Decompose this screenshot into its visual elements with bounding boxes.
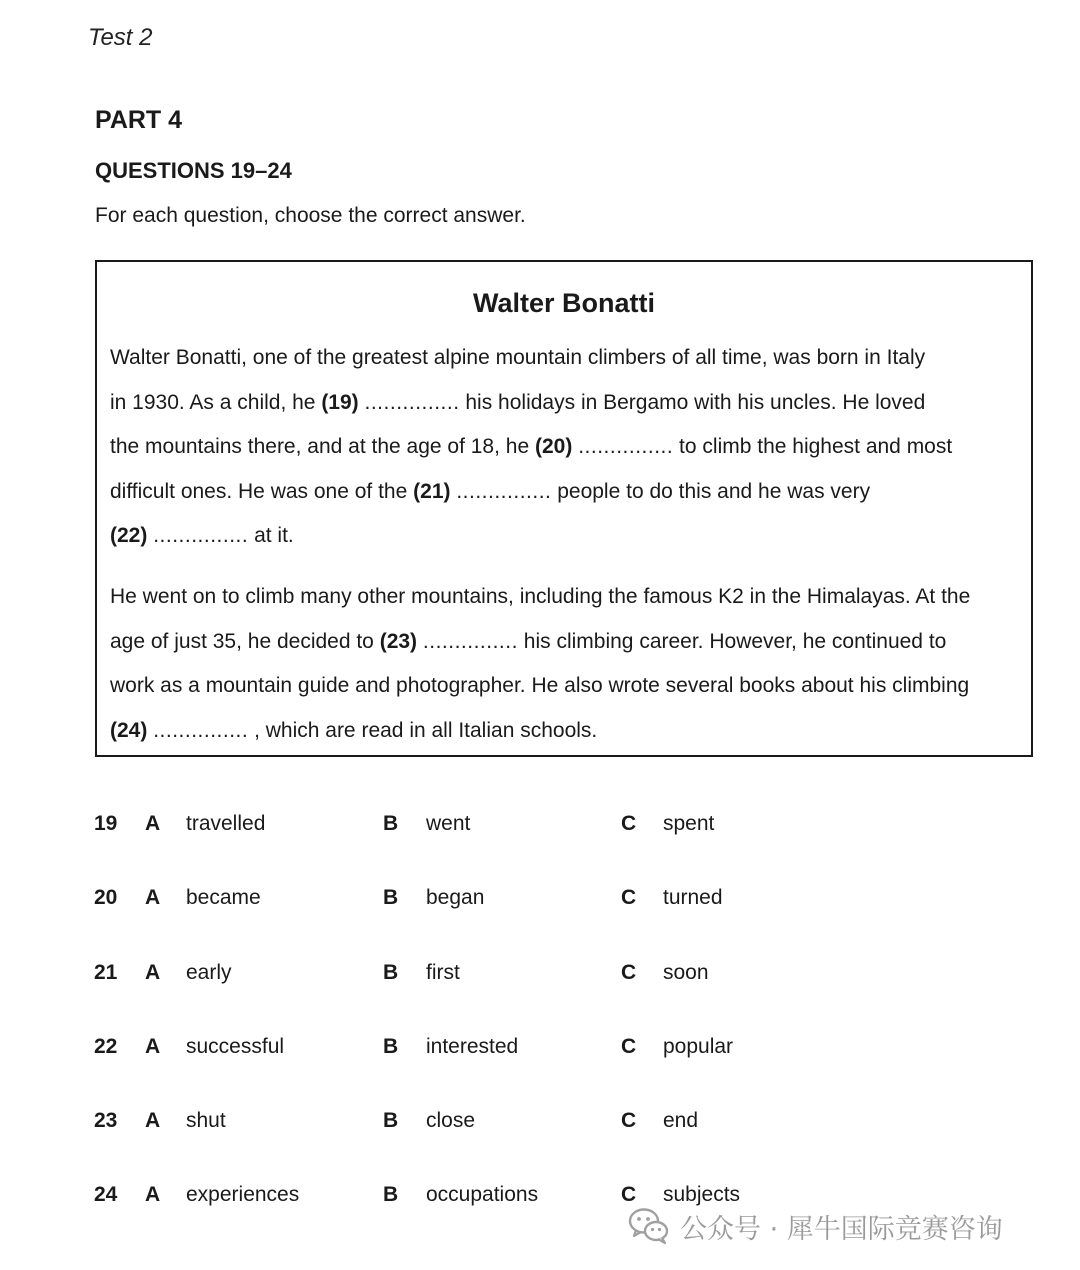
passage-line: [110, 709, 1021, 754]
passage-line: [110, 425, 1021, 470]
text: the mountains there, and at the age of 18, he: [110, 435, 535, 458]
watermark-text: 公众号 · 犀牛国际竞赛咨询: [680, 1213, 1003, 1245]
option-b[interactable]: interested: [426, 1034, 519, 1058]
option-letter-b: B: [383, 886, 399, 910]
option-letter-b: B: [383, 812, 399, 835]
question-number: 21: [94, 960, 118, 984]
text: work as a mountain guide and photographer. He also wrote several books about his climbing: [110, 674, 970, 697]
text: his climbing career. However, he continued to: [517, 629, 947, 653]
passage-line: [110, 336, 1021, 381]
option-a[interactable]: early: [186, 960, 232, 984]
gap-dots: ...............: [364, 390, 460, 414]
option-letter-c: C: [621, 1109, 637, 1133]
passage-line: [110, 381, 1021, 426]
option-b[interactable]: first: [426, 960, 460, 984]
text: to climb the highest and most: [673, 435, 953, 458]
passage-line: [110, 514, 1021, 559]
option-b[interactable]: began: [426, 886, 485, 910]
text: Walter Bonatti, one of the greatest alpine mountain climbers of all time, was born in Italy: [110, 346, 926, 369]
gap-number-19: (19): [321, 390, 359, 414]
option-a[interactable]: travelled: [186, 812, 266, 835]
text: difficult ones. He was one of the: [110, 479, 414, 503]
passage-title: Walter Bonatti: [473, 288, 655, 318]
option-c[interactable]: subjects: [663, 1183, 741, 1207]
option-c[interactable]: popular: [663, 1034, 734, 1058]
questions-title: QUESTIONS 19–24: [95, 158, 292, 183]
option-letter-c: C: [621, 1034, 637, 1058]
gap-dots: ...............: [153, 718, 249, 742]
question-row-20: [94, 880, 894, 954]
question-number: 22: [94, 1034, 118, 1058]
passage-line: [110, 620, 1021, 665]
instruction: For each question, choose the correct answer.: [95, 204, 526, 227]
gap-dots: ...............: [422, 629, 518, 653]
option-b[interactable]: close: [426, 1109, 476, 1133]
answer-options: [94, 806, 894, 1252]
option-a[interactable]: shut: [186, 1109, 226, 1133]
question-row-21: [94, 955, 894, 1029]
passage-box: [95, 260, 1033, 757]
option-c[interactable]: end: [663, 1109, 699, 1133]
option-letter-a: A: [145, 1109, 161, 1133]
option-b[interactable]: occupations: [426, 1183, 539, 1207]
gap-number-24: (24): [110, 718, 148, 742]
text: his holidays in Bergamo with his uncles. He loved: [459, 390, 926, 414]
question-row-23: [94, 1103, 894, 1177]
option-letter-a: A: [145, 812, 161, 835]
test-label: Test 2: [88, 24, 153, 51]
gap-dots: ...............: [456, 479, 552, 503]
text: in 1930. As a child, he: [110, 390, 322, 414]
passage-line: [110, 664, 1021, 709]
option-letter-a: A: [145, 960, 161, 984]
option-letter-c: C: [621, 1183, 637, 1207]
text: age of just 35, he decided to: [110, 629, 380, 653]
question-number: 23: [94, 1109, 118, 1133]
text: people to do this and he was very: [551, 479, 871, 503]
question-number: 24: [94, 1183, 118, 1207]
gap-dots: ...............: [153, 524, 249, 547]
question-row-19: [94, 806, 894, 880]
text: He went on to climb many other mountains, including the famous K2 in the Himalayas. At the: [110, 585, 971, 608]
question-number: 19: [94, 812, 118, 835]
option-c[interactable]: spent: [663, 812, 715, 835]
option-letter-b: B: [383, 1183, 399, 1207]
option-letter-b: B: [383, 1034, 399, 1058]
gap-number-22: (22): [110, 524, 148, 547]
option-c[interactable]: soon: [663, 960, 709, 984]
option-letter-c: C: [621, 886, 637, 910]
part-title: PART 4: [95, 106, 183, 134]
option-a[interactable]: successful: [186, 1034, 285, 1058]
gap-number-20: (20): [534, 435, 573, 458]
option-a[interactable]: experiences: [186, 1183, 300, 1207]
option-letter-a: A: [145, 1034, 161, 1058]
text: at it.: [248, 524, 294, 547]
option-letter-b: B: [383, 960, 399, 984]
paragraph-1: [110, 336, 1021, 559]
passage-line: [110, 470, 1021, 515]
question-number: 20: [94, 886, 118, 910]
option-a[interactable]: became: [186, 886, 261, 910]
watermark: [628, 1204, 1003, 1248]
option-letter-a: A: [145, 886, 161, 910]
text: , which are read in all Italian schools.: [248, 718, 598, 742]
option-letter-b: B: [383, 1109, 399, 1133]
option-c[interactable]: turned: [663, 886, 723, 910]
gap-number-21: (21): [413, 479, 451, 503]
option-letter-c: C: [621, 812, 637, 835]
wechat-icon: [628, 1206, 670, 1246]
question-row-22: [94, 1029, 894, 1103]
paragraph-2: [110, 575, 1021, 753]
option-letter-a: A: [145, 1183, 161, 1207]
option-b[interactable]: went: [426, 812, 471, 835]
gap-dots: ...............: [578, 435, 674, 458]
option-letter-c: C: [621, 960, 637, 984]
gap-number-23: (23): [379, 629, 418, 653]
passage-line: [110, 575, 1021, 620]
